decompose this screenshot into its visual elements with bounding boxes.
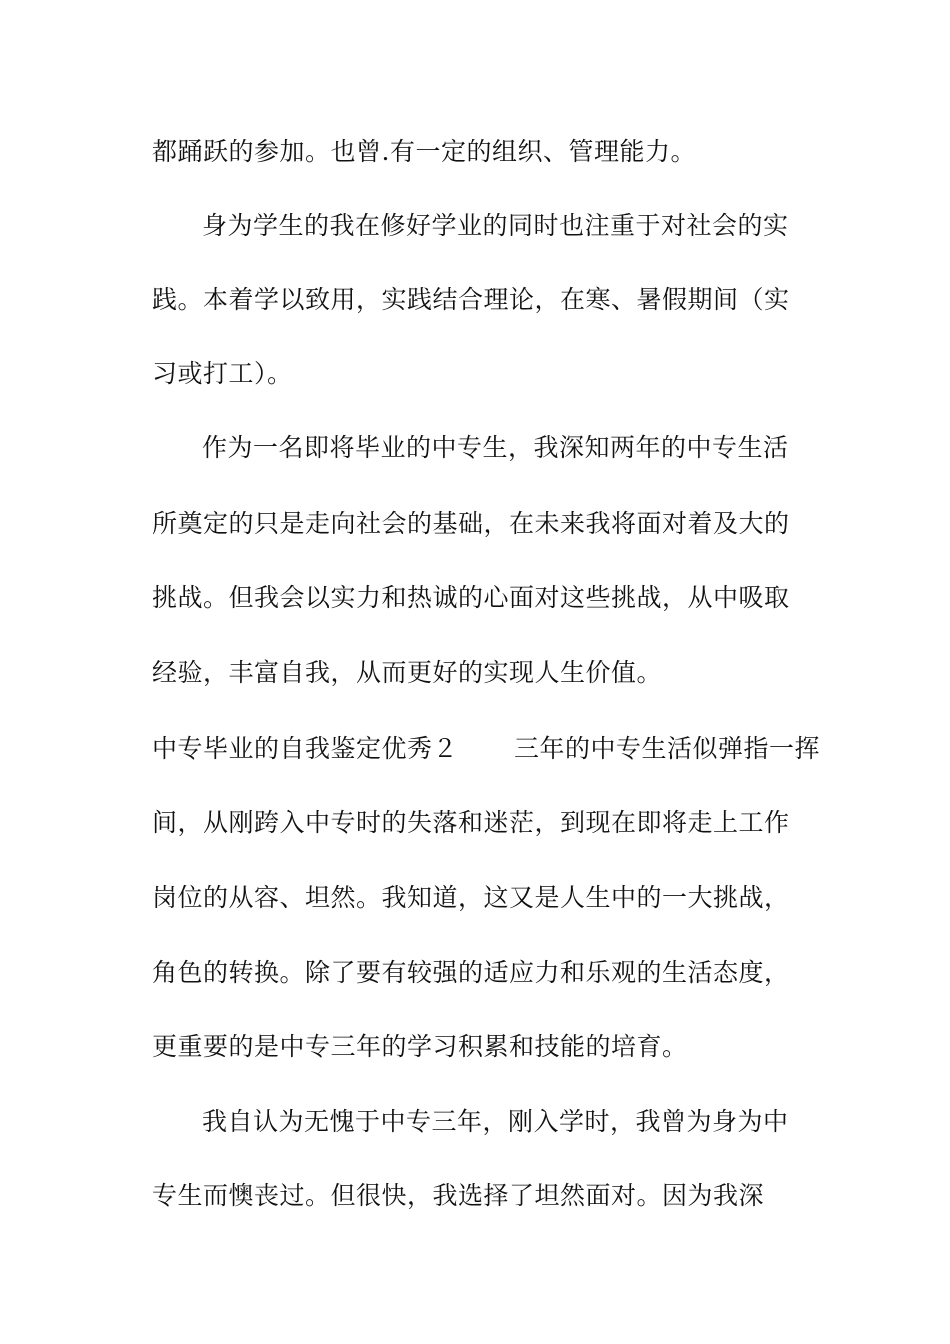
paragraph-line: 践。本着学以致用，实践结合理论，在寒、暑假期间（实 [152,285,790,314]
paragraph-line: 经验，丰富自我，从而更好的实现人生价值。 [152,658,663,687]
paragraph-line: 挑战。但我会以实力和热诚的心面对这些挑战，从中吸取 [152,583,790,612]
paragraph-line: 角色的转换。除了要有较强的适应力和乐观的生活态度， [152,958,790,987]
paragraph-line: 专生而懊丧过。但很快，我选择了坦然面对。因为我深 [152,1181,765,1210]
paragraph-line: 习或打工）。 [152,359,293,388]
paragraph-line: 三年的中专生活似弹指一挥 [514,734,821,763]
paragraph-line: 更重要的是中专三年的学习积累和技能的培育。 [152,1032,688,1061]
paragraph-line: 都踊跃的参加。也曾.有一定的组织、管理能力。 [152,137,696,166]
paragraph-line: 岗位的从容、坦然。我知道，这又是人生中的一大挑战， [152,883,790,912]
section-heading-line [152,733,820,765]
section-heading: 中专毕业的自我鉴定优秀２ [152,734,459,763]
paragraph-line: 我自认为无愧于中专三年，刚入学时，我曾为身为中 [202,1107,789,1136]
paragraph-line: 所奠定的只是走向社会的基础，在未来我将面对着及大的 [152,509,790,538]
paragraph-line: 作为一名即将毕业的中专生，我深知两年的中专生活 [202,433,789,462]
paragraph-line: 身为学生的我在修好学业的同时也注重于对社会的实 [202,211,789,240]
paragraph-line: 间，从刚跨入中专时的失落和迷茫，到现在即将走上工作 [152,808,790,837]
